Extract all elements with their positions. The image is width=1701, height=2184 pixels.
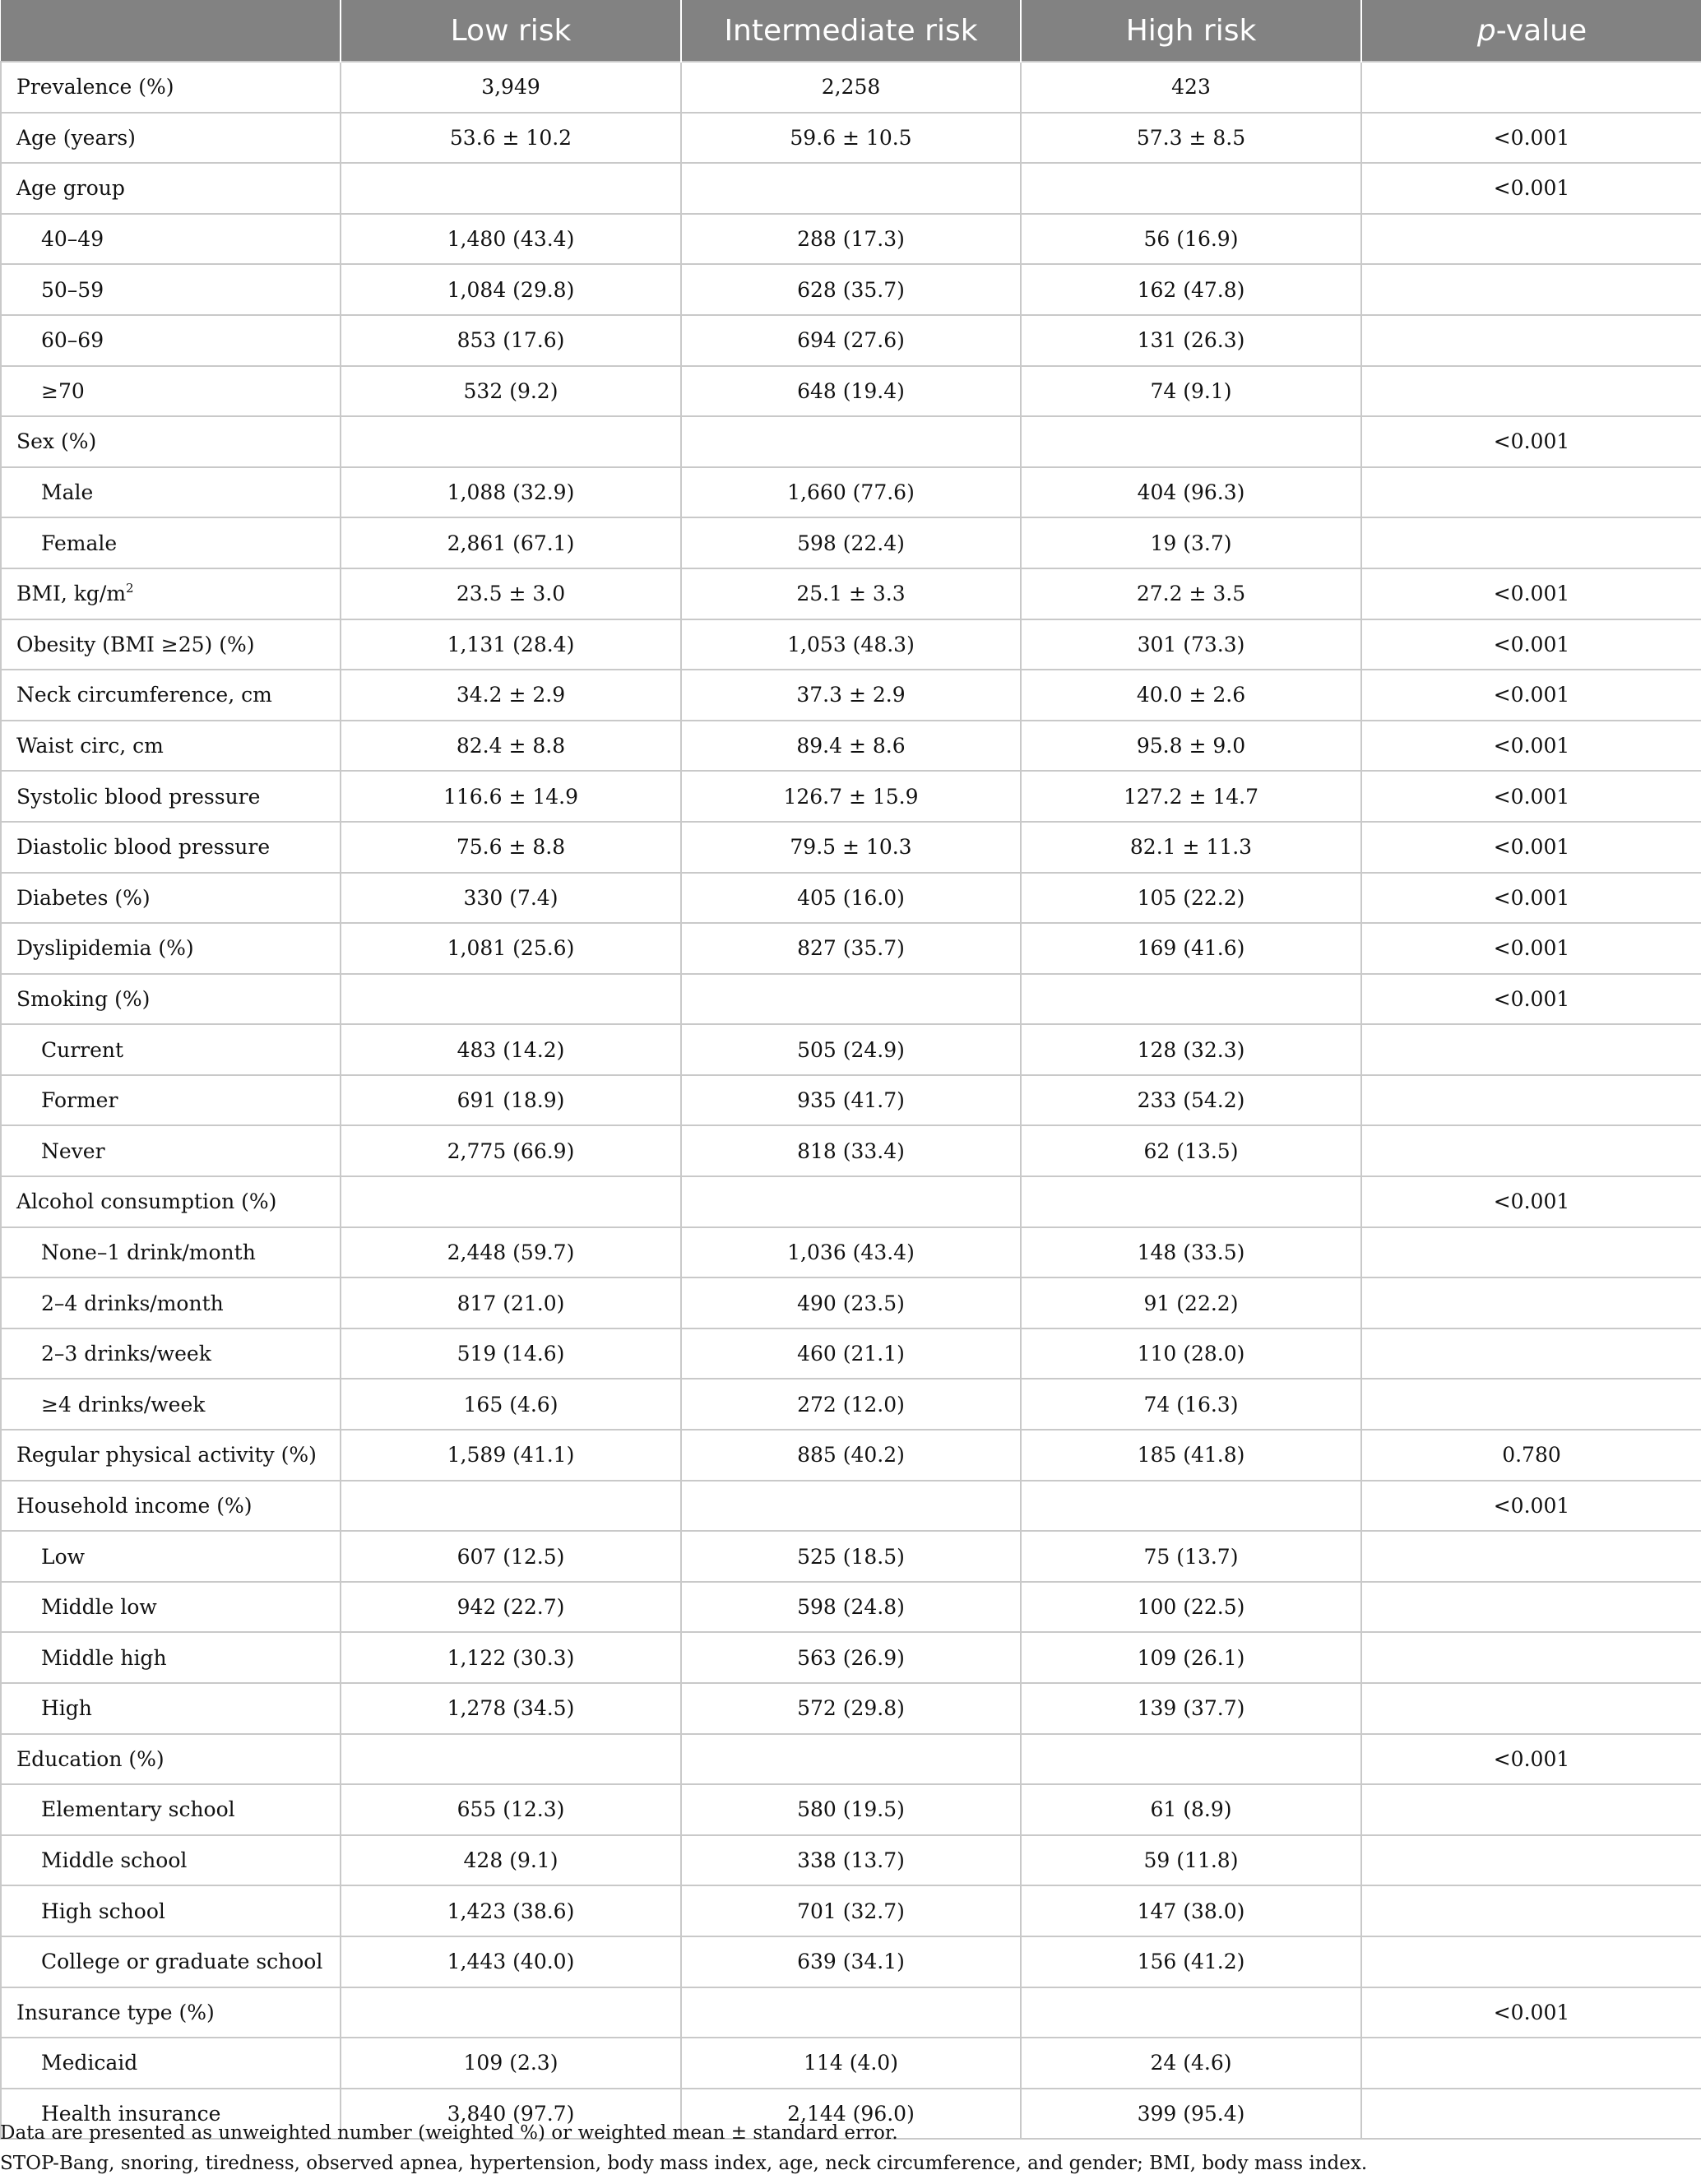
cell-high-risk bbox=[1021, 1734, 1361, 1785]
header-high-risk: High risk bbox=[1021, 0, 1361, 62]
row-label-superscript: 2 bbox=[126, 581, 134, 596]
cell-low-risk: 82.4 ± 8.8 bbox=[341, 721, 681, 772]
cell-low-risk bbox=[341, 416, 681, 467]
cell-p-value bbox=[1361, 1379, 1701, 1430]
row-label-text: Sex (%) bbox=[16, 429, 97, 454]
cell-high-risk: 423 bbox=[1021, 62, 1361, 113]
cell-low-risk: 75.6 ± 8.8 bbox=[341, 822, 681, 873]
cell-p-value bbox=[1361, 1632, 1701, 1683]
cell-high-risk: 24 (4.6) bbox=[1021, 2038, 1361, 2089]
cell-p-value: <0.001 bbox=[1361, 771, 1701, 822]
row-label-text: High school bbox=[41, 1899, 165, 1923]
cell-intermediate-risk bbox=[681, 974, 1021, 1025]
cell-p-value bbox=[1361, 2038, 1701, 2089]
row-label-text: 60–69 bbox=[41, 328, 104, 353]
footnote: Data are presented as unweighted number (weighted %) or weighted mean ± standard error. bbox=[0, 2122, 898, 2144]
cell-low-risk: 1,081 (25.6) bbox=[341, 923, 681, 974]
header-low-risk: Low risk bbox=[341, 0, 681, 62]
row-label bbox=[1, 1125, 341, 1176]
cell-intermediate-risk: 580 (19.5) bbox=[681, 1784, 1021, 1835]
cell-low-risk: 942 (22.7) bbox=[341, 1582, 681, 1633]
row-label bbox=[1, 1481, 341, 1532]
row-label-text: College or graduate school bbox=[41, 1950, 323, 1974]
cell-low-risk: 655 (12.3) bbox=[341, 1784, 681, 1835]
row-label-text: Elementary school bbox=[41, 1797, 235, 1822]
row-label-text: Middle low bbox=[41, 1595, 157, 1620]
cell-p-value bbox=[1361, 1683, 1701, 1734]
cell-p-value: <0.001 bbox=[1361, 1734, 1701, 1785]
row-label bbox=[1, 62, 341, 113]
row-label-text: 50–59 bbox=[41, 277, 104, 302]
row-label bbox=[1, 1784, 341, 1835]
table-row bbox=[1, 1430, 1701, 1481]
cell-intermediate-risk: 59.6 ± 10.5 bbox=[681, 113, 1021, 164]
cell-high-risk bbox=[1021, 163, 1361, 214]
row-label-text: Age (years) bbox=[16, 125, 136, 150]
table-row bbox=[1, 416, 1701, 467]
cell-low-risk: 1,480 (43.4) bbox=[341, 214, 681, 265]
cell-low-risk: 817 (21.0) bbox=[341, 1277, 681, 1328]
cell-intermediate-risk: 639 (34.1) bbox=[681, 1936, 1021, 1987]
cell-p-value: <0.001 bbox=[1361, 113, 1701, 164]
cell-high-risk: 139 (37.7) bbox=[1021, 1683, 1361, 1734]
cell-high-risk: 185 (41.8) bbox=[1021, 1430, 1361, 1481]
cell-high-risk: 82.1 ± 11.3 bbox=[1021, 822, 1361, 873]
row-label bbox=[1, 1835, 341, 1886]
cell-intermediate-risk: 935 (41.7) bbox=[681, 1075, 1021, 1126]
table-row bbox=[1, 315, 1701, 366]
cell-high-risk: 57.3 ± 8.5 bbox=[1021, 113, 1361, 164]
cell-high-risk bbox=[1021, 1481, 1361, 1532]
table-row bbox=[1, 1024, 1701, 1075]
table-row bbox=[1, 721, 1701, 772]
cell-intermediate-risk: 126.7 ± 15.9 bbox=[681, 771, 1021, 822]
row-label bbox=[1, 416, 341, 467]
cell-high-risk: 61 (8.9) bbox=[1021, 1784, 1361, 1835]
header-p-value bbox=[1361, 0, 1701, 62]
cell-p-value bbox=[1361, 467, 1701, 518]
cell-high-risk: 75 (13.7) bbox=[1021, 1531, 1361, 1582]
cell-p-value: <0.001 bbox=[1361, 974, 1701, 1025]
cell-p-value: <0.001 bbox=[1361, 619, 1701, 670]
row-label-text: Former bbox=[41, 1088, 118, 1113]
cell-intermediate-risk: 1,053 (48.3) bbox=[681, 619, 1021, 670]
table-row bbox=[1, 1632, 1701, 1683]
footnote: STOP-Bang, snoring, tiredness, observed apnea, hypertension, body mass index, age, neck circumference, and gender; BMI, body mass index. bbox=[0, 2153, 1368, 2174]
row-label-text: 2–3 drinks/week bbox=[41, 1342, 211, 1366]
row-label bbox=[1, 1936, 341, 1987]
row-label-text: Never bbox=[41, 1138, 105, 1163]
table-row bbox=[1, 1075, 1701, 1126]
row-label bbox=[1, 1885, 341, 1936]
cell-low-risk: 1,084 (29.8) bbox=[341, 264, 681, 315]
table-row bbox=[1, 366, 1701, 417]
row-label-text: Alcohol consumption (%) bbox=[16, 1189, 277, 1214]
cell-high-risk: 399 (95.4) bbox=[1021, 2089, 1361, 2140]
table-row bbox=[1, 1734, 1701, 1785]
cell-low-risk: 109 (2.3) bbox=[341, 2038, 681, 2089]
cell-p-value bbox=[1361, 1835, 1701, 1886]
header-p-rest: -value bbox=[1495, 13, 1587, 48]
cell-intermediate-risk bbox=[681, 1481, 1021, 1532]
cell-p-value bbox=[1361, 264, 1701, 315]
cell-high-risk: 110 (28.0) bbox=[1021, 1328, 1361, 1379]
row-label bbox=[1, 163, 341, 214]
cell-p-value: <0.001 bbox=[1361, 822, 1701, 873]
cell-low-risk: 853 (17.6) bbox=[341, 315, 681, 366]
cell-high-risk: 147 (38.0) bbox=[1021, 1885, 1361, 1936]
cell-p-value bbox=[1361, 1784, 1701, 1835]
row-label-text: Female bbox=[41, 531, 118, 555]
header-p-italic: p bbox=[1476, 13, 1496, 48]
cell-low-risk: 3,949 bbox=[341, 62, 681, 113]
cell-high-risk: 233 (54.2) bbox=[1021, 1075, 1361, 1126]
row-label-text: Waist circ, cm bbox=[16, 734, 164, 758]
row-label-text: High bbox=[41, 1696, 92, 1721]
cell-low-risk bbox=[341, 1734, 681, 1785]
header-variable bbox=[1, 0, 341, 62]
row-label-text: Current bbox=[41, 1037, 124, 1062]
cell-low-risk: 428 (9.1) bbox=[341, 1835, 681, 1886]
table-row bbox=[1, 873, 1701, 924]
row-label-text: Low bbox=[41, 1544, 86, 1569]
table-body bbox=[1, 62, 1701, 2139]
cell-high-risk: 56 (16.9) bbox=[1021, 214, 1361, 265]
cell-p-value bbox=[1361, 1024, 1701, 1075]
cell-p-value bbox=[1361, 1125, 1701, 1176]
cell-low-risk: 1,278 (34.5) bbox=[341, 1683, 681, 1734]
cell-high-risk: 127.2 ± 14.7 bbox=[1021, 771, 1361, 822]
row-label-text: Health insurance bbox=[41, 2102, 221, 2126]
cell-intermediate-risk: 827 (35.7) bbox=[681, 923, 1021, 974]
row-label-text: Middle school bbox=[41, 1848, 188, 1873]
cell-low-risk: 23.5 ± 3.0 bbox=[341, 568, 681, 619]
cell-intermediate-risk: 79.5 ± 10.3 bbox=[681, 822, 1021, 873]
cell-intermediate-risk: 505 (24.9) bbox=[681, 1024, 1021, 1075]
table-row bbox=[1, 1277, 1701, 1328]
table-row bbox=[1, 264, 1701, 315]
row-label bbox=[1, 923, 341, 974]
row-label-text: Diastolic blood pressure bbox=[16, 835, 271, 860]
table-row bbox=[1, 619, 1701, 670]
row-label-text: ≥4 drinks/week bbox=[41, 1392, 206, 1417]
table-row bbox=[1, 771, 1701, 822]
cell-low-risk: 1,443 (40.0) bbox=[341, 1936, 681, 1987]
cell-intermediate-risk bbox=[681, 1734, 1021, 1785]
table-row bbox=[1, 1328, 1701, 1379]
table-row bbox=[1, 517, 1701, 568]
cell-low-risk bbox=[341, 163, 681, 214]
cell-p-value: <0.001 bbox=[1361, 1176, 1701, 1227]
cell-p-value: <0.001 bbox=[1361, 416, 1701, 467]
cell-intermediate-risk: 628 (35.7) bbox=[681, 264, 1021, 315]
cell-p-value bbox=[1361, 62, 1701, 113]
cell-intermediate-risk: 405 (16.0) bbox=[681, 873, 1021, 924]
row-label bbox=[1, 619, 341, 670]
cell-low-risk: 1,131 (28.4) bbox=[341, 619, 681, 670]
row-label-text: Household income (%) bbox=[16, 1493, 253, 1518]
row-label bbox=[1, 2038, 341, 2089]
cell-p-value bbox=[1361, 1885, 1701, 1936]
row-label bbox=[1, 1024, 341, 1075]
cell-p-value: 0.780 bbox=[1361, 1430, 1701, 1481]
cell-intermediate-risk: 2,258 bbox=[681, 62, 1021, 113]
cell-high-risk: 169 (41.6) bbox=[1021, 923, 1361, 974]
cell-intermediate-risk: 25.1 ± 3.3 bbox=[681, 568, 1021, 619]
row-label bbox=[1, 1075, 341, 1126]
table-row bbox=[1, 1531, 1701, 1582]
cell-high-risk: 40.0 ± 2.6 bbox=[1021, 670, 1361, 721]
table-row bbox=[1, 1683, 1701, 1734]
cell-high-risk: 27.2 ± 3.5 bbox=[1021, 568, 1361, 619]
cell-intermediate-risk: 701 (32.7) bbox=[681, 1885, 1021, 1936]
cell-p-value: <0.001 bbox=[1361, 721, 1701, 772]
table-row bbox=[1, 923, 1701, 974]
row-label-text: Middle high bbox=[41, 1645, 167, 1670]
row-label-text: 40–49 bbox=[41, 227, 104, 252]
table-row bbox=[1, 2038, 1701, 2089]
row-label bbox=[1, 771, 341, 822]
cell-high-risk: 301 (73.3) bbox=[1021, 619, 1361, 670]
cell-high-risk: 100 (22.5) bbox=[1021, 1582, 1361, 1633]
cell-high-risk bbox=[1021, 1987, 1361, 2038]
row-label-text: Diabetes (%) bbox=[16, 885, 151, 910]
cell-p-value bbox=[1361, 1328, 1701, 1379]
header-intermediate-risk: Intermediate risk bbox=[681, 0, 1021, 62]
cell-p-value: <0.001 bbox=[1361, 670, 1701, 721]
row-label-text: Education (%) bbox=[16, 1746, 165, 1771]
cell-intermediate-risk: 114 (4.0) bbox=[681, 2038, 1021, 2089]
cell-high-risk: 162 (47.8) bbox=[1021, 264, 1361, 315]
row-label-text: Obesity (BMI ≥25) (%) bbox=[16, 632, 255, 656]
cell-p-value bbox=[1361, 517, 1701, 568]
cell-high-risk bbox=[1021, 416, 1361, 467]
row-label bbox=[1, 670, 341, 721]
cell-high-risk: 156 (41.2) bbox=[1021, 1936, 1361, 1987]
table-row bbox=[1, 822, 1701, 873]
row-label bbox=[1, 1531, 341, 1582]
table-row bbox=[1, 62, 1701, 113]
table-row bbox=[1, 1936, 1701, 1987]
cell-intermediate-risk: 89.4 ± 8.6 bbox=[681, 721, 1021, 772]
table-row bbox=[1, 1379, 1701, 1430]
row-label bbox=[1, 366, 341, 417]
cell-high-risk: 74 (9.1) bbox=[1021, 366, 1361, 417]
row-label bbox=[1, 1582, 341, 1633]
cell-intermediate-risk bbox=[681, 416, 1021, 467]
row-label bbox=[1, 1176, 341, 1227]
row-label-text: Systolic blood pressure bbox=[16, 784, 261, 809]
row-label bbox=[1, 1379, 341, 1430]
cell-low-risk: 691 (18.9) bbox=[341, 1075, 681, 1126]
cell-intermediate-risk: 572 (29.8) bbox=[681, 1683, 1021, 1734]
cell-intermediate-risk: 525 (18.5) bbox=[681, 1531, 1021, 1582]
cell-p-value bbox=[1361, 1277, 1701, 1328]
row-label-text: Prevalence (%) bbox=[16, 75, 174, 100]
table-row bbox=[1, 1784, 1701, 1835]
cell-intermediate-risk: 2,144 (96.0) bbox=[681, 2089, 1021, 2140]
cell-low-risk: 2,775 (66.9) bbox=[341, 1125, 681, 1176]
row-label bbox=[1, 873, 341, 924]
row-label bbox=[1, 113, 341, 164]
row-label-text: Neck circumference, cm bbox=[16, 683, 272, 707]
table-row bbox=[1, 974, 1701, 1025]
cell-low-risk bbox=[341, 1987, 681, 2038]
cell-low-risk: 2,448 (59.7) bbox=[341, 1227, 681, 1278]
cell-high-risk bbox=[1021, 974, 1361, 1025]
row-label bbox=[1, 315, 341, 366]
cell-p-value: <0.001 bbox=[1361, 873, 1701, 924]
row-label-text: None–1 drink/month bbox=[41, 1240, 256, 1264]
cell-low-risk: 2,861 (67.1) bbox=[341, 517, 681, 568]
table-row bbox=[1, 1835, 1701, 1886]
row-label-text: Male bbox=[41, 480, 94, 505]
cell-high-risk: 128 (32.3) bbox=[1021, 1024, 1361, 1075]
cell-p-value bbox=[1361, 1075, 1701, 1126]
cell-low-risk: 519 (14.6) bbox=[341, 1328, 681, 1379]
header-row bbox=[1, 0, 1701, 62]
row-label bbox=[1, 1430, 341, 1481]
cell-high-risk: 148 (33.5) bbox=[1021, 1227, 1361, 1278]
cell-high-risk: 404 (96.3) bbox=[1021, 467, 1361, 518]
cell-p-value bbox=[1361, 315, 1701, 366]
cell-p-value: <0.001 bbox=[1361, 923, 1701, 974]
cell-low-risk: 1,589 (41.1) bbox=[341, 1430, 681, 1481]
row-label bbox=[1, 1987, 341, 2038]
row-label bbox=[1, 568, 341, 619]
cell-low-risk: 1,423 (38.6) bbox=[341, 1885, 681, 1936]
row-label-text: ≥70 bbox=[41, 378, 85, 403]
cell-intermediate-risk: 288 (17.3) bbox=[681, 214, 1021, 265]
cell-intermediate-risk bbox=[681, 163, 1021, 214]
cell-low-risk: 116.6 ± 14.9 bbox=[341, 771, 681, 822]
row-label-text: Age group bbox=[16, 176, 125, 201]
row-label-text: Smoking (%) bbox=[16, 986, 151, 1011]
row-label bbox=[1, 1277, 341, 1328]
table-row bbox=[1, 113, 1701, 164]
cell-intermediate-risk: 818 (33.4) bbox=[681, 1125, 1021, 1176]
cell-p-value: <0.001 bbox=[1361, 163, 1701, 214]
cell-p-value bbox=[1361, 1582, 1701, 1633]
row-label bbox=[1, 264, 341, 315]
row-label bbox=[1, 721, 341, 772]
row-label bbox=[1, 467, 341, 518]
cell-high-risk: 109 (26.1) bbox=[1021, 1632, 1361, 1683]
cell-intermediate-risk: 460 (21.1) bbox=[681, 1328, 1021, 1379]
cell-p-value bbox=[1361, 1531, 1701, 1582]
row-label bbox=[1, 1683, 341, 1734]
row-label bbox=[1, 1734, 341, 1785]
table-footnotes bbox=[0, 2118, 1701, 2179]
row-label-text: Dyslipidemia (%) bbox=[16, 936, 194, 961]
cell-low-risk: 34.2 ± 2.9 bbox=[341, 670, 681, 721]
cell-low-risk: 483 (14.2) bbox=[341, 1024, 681, 1075]
cell-p-value: <0.001 bbox=[1361, 568, 1701, 619]
cell-high-risk: 95.8 ± 9.0 bbox=[1021, 721, 1361, 772]
cell-low-risk: 1,122 (30.3) bbox=[341, 1632, 681, 1683]
cell-low-risk: 53.6 ± 10.2 bbox=[341, 113, 681, 164]
cell-intermediate-risk: 37.3 ± 2.9 bbox=[681, 670, 1021, 721]
cell-high-risk: 131 (26.3) bbox=[1021, 315, 1361, 366]
cell-high-risk: 59 (11.8) bbox=[1021, 1835, 1361, 1886]
cell-intermediate-risk: 598 (24.8) bbox=[681, 1582, 1021, 1633]
cell-high-risk bbox=[1021, 1176, 1361, 1227]
cell-low-risk: 330 (7.4) bbox=[341, 873, 681, 924]
cell-high-risk: 19 (3.7) bbox=[1021, 517, 1361, 568]
cell-high-risk: 74 (16.3) bbox=[1021, 1379, 1361, 1430]
cell-p-value bbox=[1361, 1227, 1701, 1278]
row-label bbox=[1, 1227, 341, 1278]
table-row bbox=[1, 467, 1701, 518]
row-label bbox=[1, 1632, 341, 1683]
cell-intermediate-risk: 338 (13.7) bbox=[681, 1835, 1021, 1886]
cell-intermediate-risk: 694 (27.6) bbox=[681, 315, 1021, 366]
table-row bbox=[1, 163, 1701, 214]
table-row bbox=[1, 568, 1701, 619]
cell-p-value bbox=[1361, 366, 1701, 417]
cell-low-risk bbox=[341, 1481, 681, 1532]
row-label-text: Medicaid bbox=[41, 2051, 138, 2075]
row-label bbox=[1, 214, 341, 265]
table-row bbox=[1, 1885, 1701, 1936]
table-row bbox=[1, 1582, 1701, 1633]
cell-intermediate-risk: 490 (23.5) bbox=[681, 1277, 1021, 1328]
table-row bbox=[1, 1176, 1701, 1227]
row-label bbox=[1, 1328, 341, 1379]
cell-intermediate-risk bbox=[681, 1987, 1021, 2038]
row-label bbox=[1, 517, 341, 568]
cell-intermediate-risk: 1,036 (43.4) bbox=[681, 1227, 1021, 1278]
cell-p-value bbox=[1361, 214, 1701, 265]
table-row bbox=[1, 1987, 1701, 2038]
cell-intermediate-risk: 1,660 (77.6) bbox=[681, 467, 1021, 518]
row-label-text: Regular physical activity (%) bbox=[16, 1443, 317, 1468]
table-row bbox=[1, 670, 1701, 721]
cell-p-value bbox=[1361, 1936, 1701, 1987]
cell-high-risk: 105 (22.2) bbox=[1021, 873, 1361, 924]
cell-low-risk bbox=[341, 974, 681, 1025]
cell-intermediate-risk: 563 (26.9) bbox=[681, 1632, 1021, 1683]
cell-low-risk: 607 (12.5) bbox=[341, 1531, 681, 1582]
row-label-text: BMI, kg/m bbox=[16, 582, 127, 606]
cell-low-risk: 3,840 (97.7) bbox=[341, 2089, 681, 2140]
cell-p-value: <0.001 bbox=[1361, 1987, 1701, 2038]
cell-high-risk: 62 (13.5) bbox=[1021, 1125, 1361, 1176]
table-row bbox=[1, 214, 1701, 265]
cell-intermediate-risk: 272 (12.0) bbox=[681, 1379, 1021, 1430]
table-row bbox=[1, 1125, 1701, 1176]
row-label bbox=[1, 974, 341, 1025]
cell-intermediate-risk bbox=[681, 1176, 1021, 1227]
cell-p-value: <0.001 bbox=[1361, 1481, 1701, 1532]
table-header bbox=[1, 0, 1701, 62]
row-label bbox=[1, 822, 341, 873]
cell-intermediate-risk: 648 (19.4) bbox=[681, 366, 1021, 417]
cell-low-risk: 532 (9.2) bbox=[341, 366, 681, 417]
cell-low-risk: 165 (4.6) bbox=[341, 1379, 681, 1430]
table-row bbox=[1, 1481, 1701, 1532]
cell-high-risk: 91 (22.2) bbox=[1021, 1277, 1361, 1328]
row-label-text: Insurance type (%) bbox=[16, 2000, 215, 2024]
row-label-text: 2–4 drinks/month bbox=[41, 1291, 224, 1315]
cell-low-risk: 1,088 (32.9) bbox=[341, 467, 681, 518]
cell-intermediate-risk: 885 (40.2) bbox=[681, 1430, 1021, 1481]
cell-intermediate-risk: 598 (22.4) bbox=[681, 517, 1021, 568]
table-row bbox=[1, 1227, 1701, 1278]
cell-low-risk bbox=[341, 1176, 681, 1227]
